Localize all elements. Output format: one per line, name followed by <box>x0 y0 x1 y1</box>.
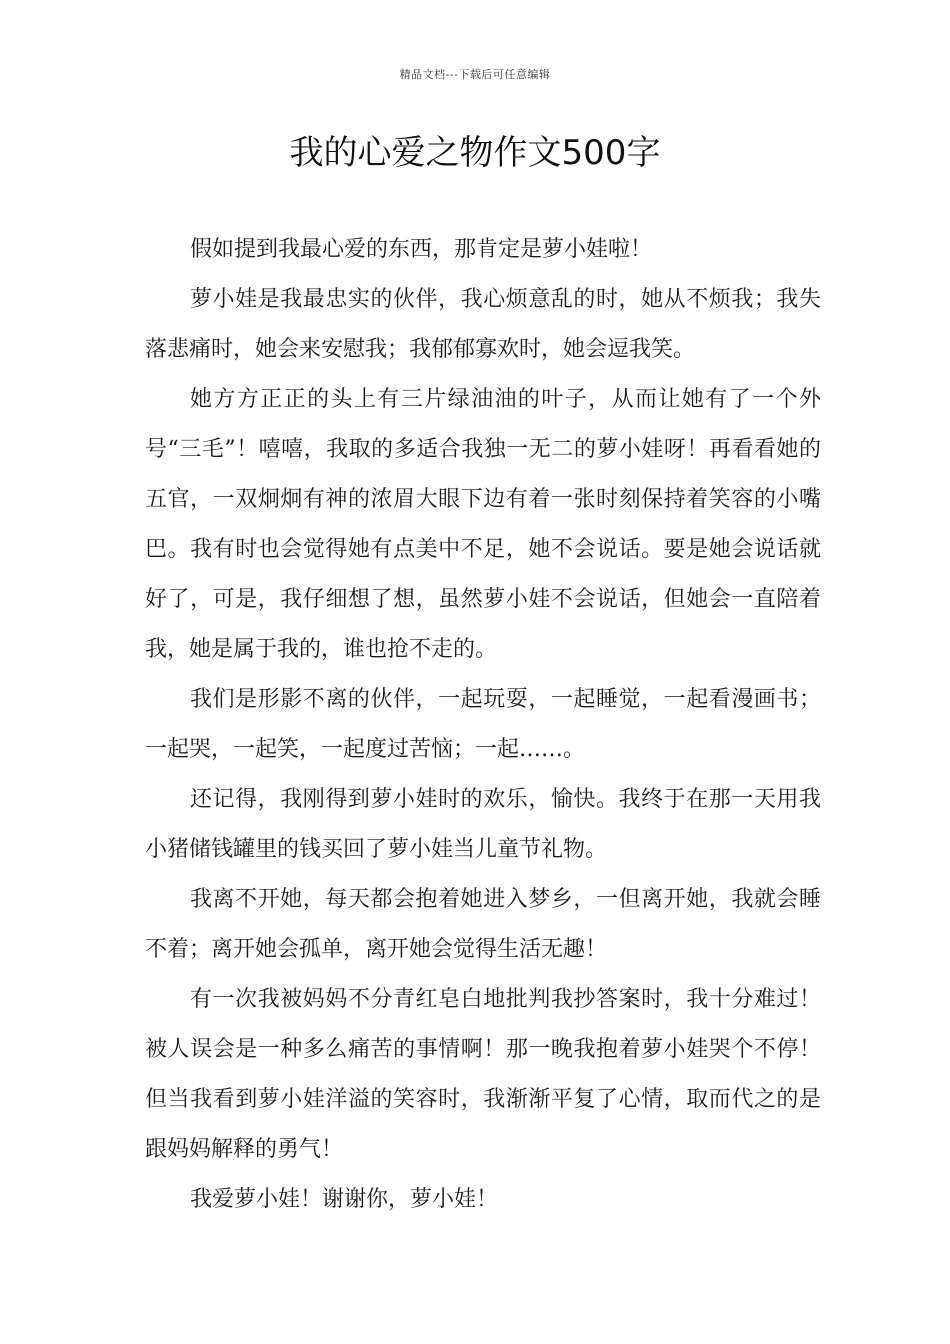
paragraph: 我离不开她，每天都会抱着她进入梦乡，一但离开她，我就会睡不着；离开她会孤单，离开她会觉得生活无趣！ <box>145 887 821 962</box>
paragraph: 有一次我被妈妈不分青红皂白地批判我抄答案时，我十分难过！被人误会是一种多么痛苦的事情啊！那一晚我抱着萝小娃哭个不停！但当我看到萝小娃洋溢的笑容时，我渐渐平复了心情，取而代之的是跟妈妈解释的勇气！ <box>145 987 821 1162</box>
paragraph: 我们是形影不离的伙伴，一起玩耍，一起睡觉，一起看漫画书；一起哭，一起笑，一起度过苦恼；一起……。 <box>145 687 821 762</box>
paragraph: 还记得，我刚得到萝小娃时的欢乐，愉快。我终于在那一天用我小猪储钱罐里的钱买回了萝小娃当儿童节礼物。 <box>145 787 821 862</box>
paragraph: 假如提到我最心爱的东西，那肯定是萝小娃啦！ <box>190 237 653 262</box>
document-body <box>145 225 821 1225</box>
document-title: 我的心爱之物作文500字 <box>289 133 661 173</box>
paragraph: 我爱萝小娃！谢谢你，萝小娃！ <box>190 1187 499 1212</box>
paragraph: 她方方正正的头上有三片绿油油的叶子，从而让她有了一个外号“三毛”！嘻嘻，我取的多适合我独一无二的萝小娃呀！再看看她的五官，一双炯炯有神的浓眉大眼下边有着一张时刻保持着笑容的小嘴巴。我有时也会觉得她有点美中不足，她不会说话。要是她会说话就好了，可是，我仔细想了想，虽然萝小娃不会说话，但她会一直陪着我，她是属于我的，谁也抢不走的。 <box>145 387 821 662</box>
paragraph: 萝小娃是我最忠实的伙伴，我心烦意乱的时，她从不烦我；我失落悲痛时，她会来安慰我；我郁郁寡欢时，她会逗我笑。 <box>145 287 821 362</box>
header-note: 精品文档---下载后可任意编辑 <box>399 68 551 81</box>
